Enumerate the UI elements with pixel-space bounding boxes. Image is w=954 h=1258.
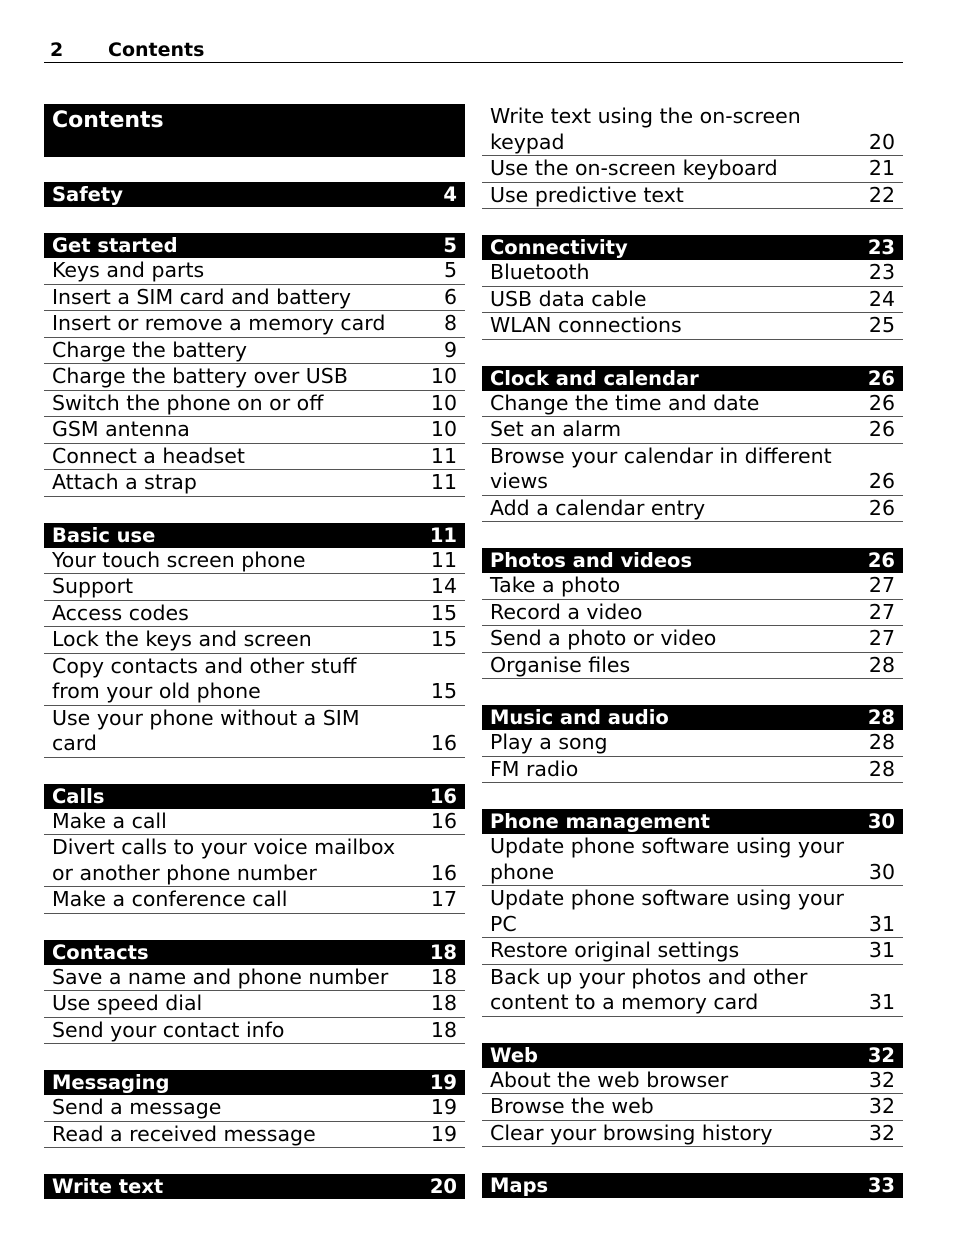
toc-section-page: 5 <box>443 234 457 257</box>
toc-entry-page: 25 <box>868 313 895 337</box>
toc-section-heading[interactable] <box>482 548 903 573</box>
toc-section <box>44 940 465 1045</box>
toc-entry-page: 32 <box>868 1120 895 1145</box>
toc-section-page: 33 <box>867 1174 895 1197</box>
toc-entry-page: 27 <box>868 573 895 597</box>
toc-entry-label: GSM antenna <box>52 417 190 441</box>
toc-entry[interactable] <box>482 313 903 340</box>
toc-entry-page: 15 <box>430 627 457 651</box>
toc-entry-label: Back up your photos and other content to a memory card <box>490 964 808 1014</box>
toc-entry[interactable] <box>44 338 465 365</box>
running-title: Contents <box>108 39 205 61</box>
toc-entry[interactable] <box>482 156 903 183</box>
toc-entry[interactable] <box>44 654 465 706</box>
toc-section <box>44 233 465 497</box>
toc-entry[interactable] <box>482 600 903 627</box>
toc-section-page: 26 <box>867 366 895 390</box>
toc-section-title: Write text <box>52 1175 164 1198</box>
toc-entry[interactable] <box>44 364 465 391</box>
toc-section-heading[interactable] <box>482 1043 903 1068</box>
toc-entry-page: 18 <box>430 964 457 989</box>
contents-title: Contents <box>44 104 465 157</box>
toc-entry-label: Switch the phone on or off <box>52 390 324 415</box>
toc-entry[interactable] <box>482 417 903 444</box>
toc-entry[interactable] <box>44 991 465 1018</box>
toc-entry-label: Keys and parts <box>52 258 205 282</box>
page-header <box>44 38 903 63</box>
toc-section-page: 26 <box>867 549 895 572</box>
toc-entry-page: 6 <box>443 284 457 309</box>
toc-entry[interactable] <box>44 444 465 471</box>
toc-entry-page: 18 <box>430 1017 457 1042</box>
toc-entry-page: 15 <box>430 600 457 625</box>
toc-entry-page: 8 <box>443 311 457 335</box>
toc-entry-label: Record a video <box>490 599 643 624</box>
toc-entry[interactable] <box>482 626 903 653</box>
toc-entry-page: 16 <box>430 808 457 833</box>
toc-section-page: 28 <box>867 706 895 729</box>
toc-entry-label: Insert or remove a memory card <box>52 311 386 335</box>
toc-entry-page: 26 <box>868 469 895 493</box>
toc-entry-page: 11 <box>430 547 457 572</box>
toc-entry-label: FM radio <box>490 756 579 781</box>
toc-section-title: Calls <box>52 784 105 808</box>
toc-section <box>482 235 903 340</box>
toc-section-title: Photos and videos <box>490 549 693 572</box>
toc-entry-page: 24 <box>868 286 895 311</box>
toc-entry[interactable] <box>482 730 903 757</box>
toc-entry[interactable] <box>44 835 465 887</box>
toc-entry[interactable] <box>482 1121 903 1148</box>
toc-entry-label: Insert a SIM card and battery <box>52 284 351 309</box>
toc-section <box>482 705 903 783</box>
toc-section-heading[interactable] <box>44 233 465 258</box>
toc-entry-page: 9 <box>443 337 457 362</box>
toc-section-title: Clock and calendar <box>490 366 699 390</box>
toc-entry-page: 27 <box>868 599 895 624</box>
toc-entry[interactable] <box>482 938 903 965</box>
toc-section-heading[interactable] <box>44 784 465 809</box>
toc-section-page: 11 <box>429 523 457 547</box>
toc-entry-page: 16 <box>430 731 457 755</box>
toc-entry-label: Update phone software using your phone <box>490 834 844 884</box>
toc-entry[interactable] <box>482 653 903 680</box>
toc-section-page: 20 <box>429 1175 457 1198</box>
toc-entry[interactable] <box>44 1122 465 1149</box>
toc-entry[interactable] <box>44 1095 465 1122</box>
toc-section-heading[interactable] <box>482 809 903 834</box>
toc-entry-label: Send your contact info <box>52 1017 285 1042</box>
toc-entry-page: 26 <box>868 390 895 415</box>
toc-section <box>44 523 465 758</box>
toc-section-title: Web <box>490 1043 538 1067</box>
toc-section-heading[interactable] <box>482 235 903 260</box>
toc-entry-label: Save a name and phone number <box>52 964 389 989</box>
toc-entry-page: 19 <box>430 1095 457 1119</box>
toc-entry[interactable] <box>482 104 903 156</box>
toc-section-title: Get started <box>52 234 178 257</box>
left-section-list <box>44 182 465 1199</box>
toc-entry-label: About the web browser <box>490 1067 729 1092</box>
toc-entry[interactable] <box>44 706 465 758</box>
toc-entry-page: 16 <box>430 860 457 885</box>
toc-entry-label: Browse your calendar in different views <box>490 443 832 493</box>
toc-entry[interactable] <box>482 287 903 314</box>
toc-section-page: 23 <box>867 236 895 259</box>
toc-entry-page: 14 <box>430 574 457 598</box>
toc-entry-page: 22 <box>868 182 895 207</box>
toc-entry[interactable] <box>44 470 465 497</box>
toc-entry-page: 31 <box>868 938 895 962</box>
toc-section-heading[interactable] <box>482 366 903 391</box>
page-number: 2 <box>50 39 64 61</box>
toc-entry[interactable] <box>44 258 465 285</box>
toc-entry-page: 10 <box>430 417 457 441</box>
toc-entry-label: Browse the web <box>490 1094 654 1118</box>
toc-section-heading[interactable] <box>482 705 903 730</box>
toc-entry-page: 10 <box>430 364 457 388</box>
toc-entry[interactable] <box>482 391 903 418</box>
toc-section <box>44 1174 465 1199</box>
toc-section-heading[interactable] <box>44 940 465 965</box>
continued-entries <box>482 104 903 209</box>
toc-section <box>44 1070 465 1148</box>
toc-entry-label: Bluetooth <box>490 260 590 284</box>
toc-entry[interactable] <box>482 965 903 1017</box>
toc-entry[interactable] <box>44 601 465 628</box>
toc-section <box>482 1173 903 1198</box>
toc-entry-label: Make a call <box>52 808 167 833</box>
toc-section-title: Maps <box>490 1174 549 1197</box>
toc-section-heading[interactable] <box>44 1174 465 1199</box>
toc-entry-label: WLAN connections <box>490 313 682 337</box>
toc-entry-page: 17 <box>430 887 457 911</box>
toc-entry-page: 26 <box>868 495 895 520</box>
toc-entry-page: 31 <box>868 990 895 1014</box>
toc-entry-label: Change the time and date <box>490 390 760 415</box>
toc-section-title: Messaging <box>52 1071 170 1094</box>
toc-entry-label: Use your phone without a SIM card <box>52 705 360 755</box>
toc-entry[interactable] <box>44 887 465 914</box>
toc-entry-label: Send a message <box>52 1095 222 1119</box>
toc-entry-label: Send a photo or video <box>490 626 717 650</box>
toc-entry-label: Restore original settings <box>490 938 740 962</box>
toc-entry-label: Use the on-screen keyboard <box>490 156 778 180</box>
toc-entry[interactable] <box>482 834 903 886</box>
toc-entry-label: Access codes <box>52 600 189 625</box>
toc-entry-page: 30 <box>868 859 895 884</box>
toc-entry[interactable] <box>482 260 903 287</box>
toc-entry[interactable] <box>44 311 465 338</box>
toc-entry-page: 11 <box>430 443 457 468</box>
toc-entry-page: 21 <box>868 156 895 180</box>
toc-entry[interactable] <box>44 965 465 992</box>
toc-entry-page: 32 <box>868 1094 895 1118</box>
left-column <box>44 104 465 1225</box>
toc-entry-page: 27 <box>868 626 895 650</box>
toc-section-page: 16 <box>429 784 457 808</box>
toc-section-heading[interactable] <box>44 182 465 207</box>
toc-entry[interactable] <box>44 548 465 575</box>
toc-entry[interactable] <box>44 1018 465 1045</box>
toc-entry-page: 28 <box>868 756 895 781</box>
toc-section <box>482 366 903 523</box>
toc-entry-label: Charge the battery over USB <box>52 364 348 388</box>
toc-entry[interactable] <box>44 809 465 836</box>
toc-section-title: Contacts <box>52 940 149 964</box>
toc-entry-label: Use speed dial <box>52 991 203 1015</box>
toc-entry[interactable] <box>482 496 903 523</box>
toc-entry-label: Set an alarm <box>490 417 622 441</box>
toc-section-page: 19 <box>429 1071 457 1094</box>
toc-entry[interactable] <box>482 1068 903 1095</box>
toc-entry-label: Take a photo <box>490 573 621 597</box>
toc-entry-page: 18 <box>430 991 457 1015</box>
toc-entry[interactable] <box>482 573 903 600</box>
toc-entry-page: 26 <box>868 417 895 441</box>
toc-entry-label: Add a calendar entry <box>490 495 706 520</box>
toc-entry-label: Clear your browsing history <box>490 1120 773 1145</box>
toc-entry-page: 19 <box>430 1121 457 1146</box>
toc-section-title: Connectivity <box>490 236 628 259</box>
toc-entry-page: 20 <box>868 129 895 154</box>
toc-entry-page: 15 <box>430 679 457 703</box>
toc-entry-label: Divert calls to your voice mailbox or another phone number <box>52 835 396 885</box>
toc-entry-label: Play a song <box>490 730 608 754</box>
toc-entry[interactable] <box>44 417 465 444</box>
toc-entry-label: Connect a headset <box>52 443 245 468</box>
toc-entry-label: Organise files <box>490 652 631 677</box>
toc-entry-page: 28 <box>868 652 895 677</box>
toc-entry[interactable] <box>482 183 903 210</box>
toc-entry-label: Lock the keys and screen <box>52 627 312 651</box>
toc-entry-label: Update phone software using your PC <box>490 886 844 936</box>
toc-entry-page: 5 <box>443 258 457 282</box>
toc-entry[interactable] <box>482 1094 903 1121</box>
toc-entry-label: Your touch screen phone <box>52 547 306 572</box>
toc-entry[interactable] <box>44 391 465 418</box>
toc-section <box>482 1043 903 1148</box>
toc-section <box>44 784 465 914</box>
toc-section-heading[interactable] <box>482 1173 903 1198</box>
toc-section-page: 30 <box>867 810 895 833</box>
toc-section <box>44 182 465 207</box>
toc-section-heading[interactable] <box>44 1070 465 1095</box>
toc-section-page: 32 <box>867 1043 895 1067</box>
right-section-list <box>482 235 903 1198</box>
toc-entry-label: Use predictive text <box>490 182 684 207</box>
toc-entry-label: Attach a strap <box>52 470 197 494</box>
toc-entry-page: 31 <box>868 911 895 936</box>
toc-entry[interactable] <box>482 444 903 496</box>
toc-section-title: Phone management <box>490 810 710 833</box>
toc-entry-page: 23 <box>868 260 895 284</box>
toc-section-title: Safety <box>52 183 123 206</box>
toc-entry-label: Read a received message <box>52 1121 316 1146</box>
toc-section <box>482 548 903 679</box>
right-column <box>482 104 903 1224</box>
toc-entry-label: Charge the battery <box>52 337 248 362</box>
toc-entry[interactable] <box>44 627 465 654</box>
toc-entry-page: 10 <box>430 390 457 415</box>
toc-entry[interactable] <box>482 757 903 784</box>
toc-entry-label: Write text using the on-screen keypad <box>490 104 801 154</box>
toc-entry-page: 11 <box>430 470 457 494</box>
toc-section <box>482 809 903 1017</box>
toc-section-title: Basic use <box>52 523 156 547</box>
toc-entry-page: 32 <box>868 1067 895 1092</box>
toc-section-title: Music and audio <box>490 706 669 729</box>
toc-section-heading[interactable] <box>44 523 465 548</box>
toc-entry-page: 28 <box>868 730 895 754</box>
toc-entry-label: USB data cable <box>490 286 647 311</box>
toc-section-page: 4 <box>443 183 457 206</box>
toc-entry[interactable] <box>44 285 465 312</box>
toc-entry[interactable] <box>44 574 465 601</box>
toc-entry[interactable] <box>482 886 903 938</box>
toc-entry-label: Copy contacts and other stuff from your old phone <box>52 653 357 703</box>
toc-entry-label: Make a conference call <box>52 887 288 911</box>
toc-entry-label: Support <box>52 574 134 598</box>
toc-section-page: 18 <box>429 940 457 964</box>
